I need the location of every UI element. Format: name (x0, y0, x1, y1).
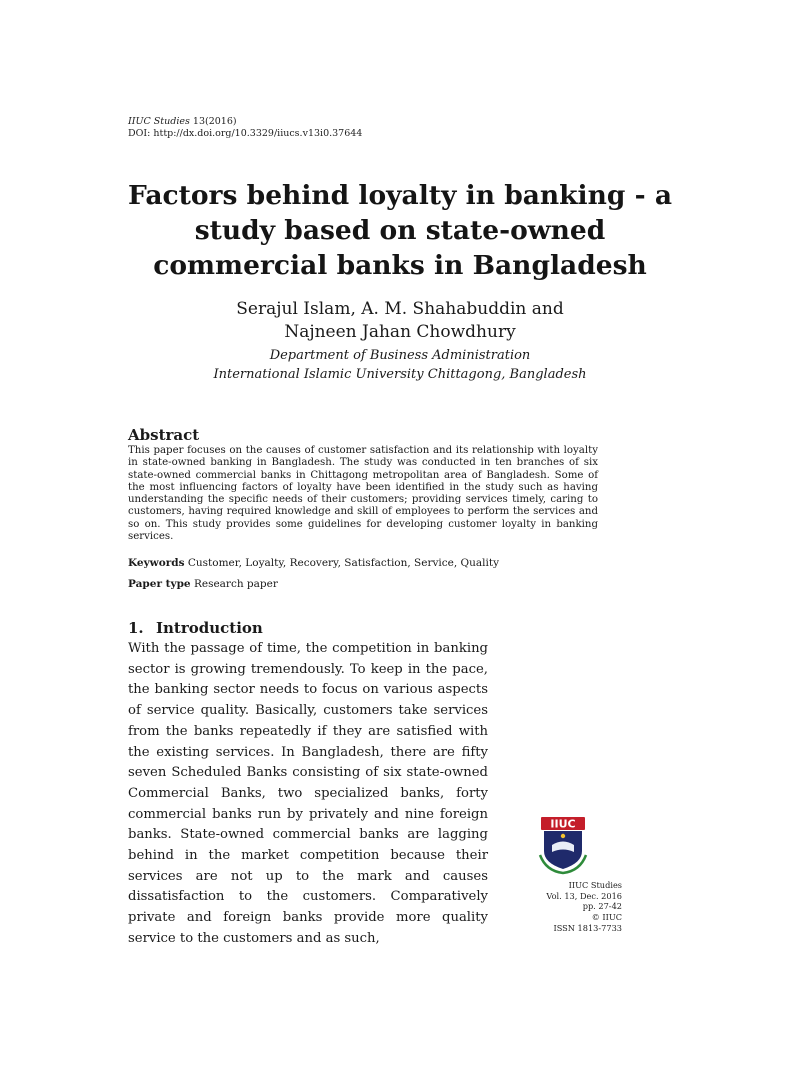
iiuc-logo-icon (538, 815, 588, 875)
introduction-text: With the passage of time, the competition in banking sector is growing tremendously. To keep in the pace, the banking sector needs to focus on various aspects of service quality. Basically, customers take services from the banks repeatedly if they are satisfied with the existing services. In Bangladesh, there are fifty seven Scheduled Banks consisting of six state-owned Commercial Banks, two specialized banks, forty commercial banks run by privately and nine foreign banks. State-owned commercial banks are lagging behind in the market competition because their services are not up to the mark and causes dissatisfaction to the customers. Comparatively private and foreign banks provide more quality service to the customers and as such, (128, 641, 488, 946)
section-title: Introduction (156, 619, 263, 637)
authors-line: Serajul Islam, A. M. Shahabuddin and (236, 299, 564, 319)
side-info-line: IIUC Studies (568, 880, 622, 890)
keywords (128, 557, 499, 570)
paper-type-label: Paper type (128, 578, 191, 590)
title-line: Factors behind loyalty in banking - a (127, 180, 673, 211)
side-info-line: ISSN 1813-7733 (553, 922, 622, 933)
paper-type-text: Research paper (193, 578, 278, 590)
keywords-text: Customer, Loyalty, Recovery, Satisfaction, Service, Quality (187, 557, 500, 569)
journal-side-info (500, 880, 622, 934)
title-line: study based on state-owned (194, 215, 606, 246)
side-info-line: © IIUC (591, 912, 622, 923)
affiliation (110, 346, 690, 384)
side-info-line: Vol. 13, Dec. 2016 (546, 890, 622, 901)
journal-name: IIUC Studies (128, 116, 190, 127)
affiliation-line: Department of Business Administration (269, 348, 531, 363)
journal-issue: 13(2016) (192, 116, 237, 127)
keywords-label: Keywords (128, 557, 185, 569)
introduction-heading (128, 619, 263, 637)
side-info-line: pp. 27-42 (582, 901, 622, 912)
abstract-heading: Abstract (128, 426, 200, 444)
authors (110, 298, 690, 344)
journal-citation (128, 116, 362, 128)
abstract-text: This paper focuses on the causes of customer satisfaction and its relationship with loyalty in state-owned banking in Bangladesh. The study was conducted in ten branches of six state-owned commercial banks in Chittagong metropolitan area of Bangladesh. Some of the most influencing factors of loyalty have been identified in the study such as having understanding the specific needs of their customers; providing services timely, caring to customers, having required knowledge and skill of employees to perform the services and so on. This study provides some guidelines for developing customer loyalty in banking services. (128, 445, 598, 543)
paper-type (128, 578, 278, 591)
logo-text: IIUC (550, 817, 576, 831)
title-line: commercial banks in Bangladesh (153, 250, 647, 281)
logo-star (561, 834, 565, 838)
section-number: 1. (128, 619, 144, 637)
paper-title (110, 178, 690, 283)
authors-line: Najneen Jahan Chowdhury (284, 322, 516, 342)
journal-header (128, 116, 362, 140)
affiliation-line: International Islamic University Chittagong, Bangladesh (213, 367, 587, 382)
journal-doi: DOI: http://dx.doi.org/10.3329/iiucs.v13i0.37644 (128, 128, 363, 139)
